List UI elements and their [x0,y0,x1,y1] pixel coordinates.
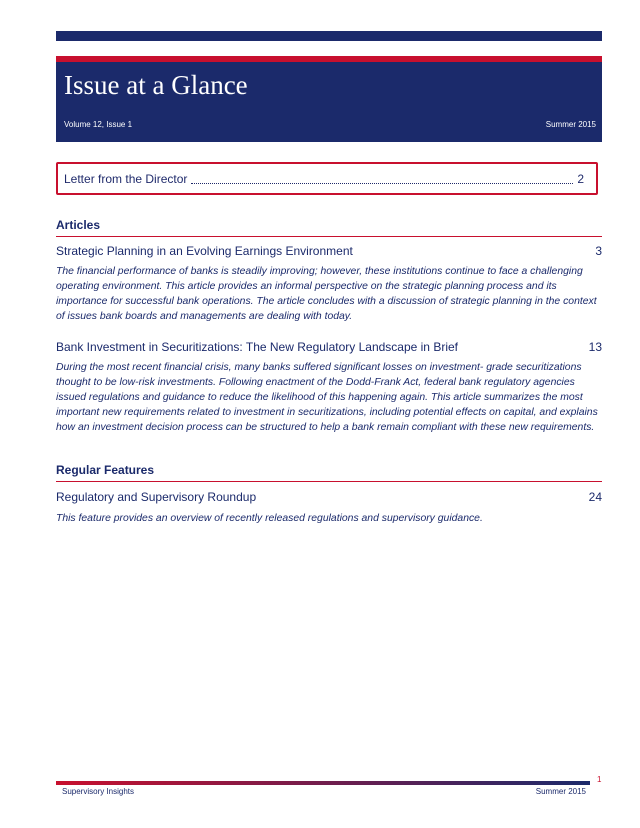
article-title: Bank Investment in Securitizations: The New Regulatory Landscape in Brief [56,340,458,354]
header-banner [56,56,602,142]
dot-leader [191,174,573,184]
article-title: Strategic Planning in an Evolving Earnings Environment [56,244,353,258]
regular-features-heading: Regular Features [56,463,155,477]
footer-gradient-line [56,781,590,785]
feature-page: 24 [588,490,602,504]
article-description: During the most recent financial crisis, many banks suffered significant losses on investment- grade securitizations thought to be low-risk investments. Following enactment of the Dodd-Frank Act, federal bank regulatory agencies issued regulations and guidance to reduce the likelihood of this happening again. This article summarizes the most important new requirements related to investment in securitizations, including potential effects on capital, and explains how an investment decision process can be structured to help a bank remain compliant with these new requirements. [56,362,598,433]
letter-page: 2 [577,171,584,186]
volume-label: Volume 12, Issue 1 [64,120,133,129]
article-page: 13 [588,340,602,354]
top-bar [56,31,602,41]
footer-season: Summer 2015 [535,787,586,796]
features-rule [56,481,602,482]
season-label: Summer 2015 [545,120,596,129]
page-title: Issue at a Glance [64,70,248,100]
feature-description: This feature provides an overview of recently released regulations and supervisory guidance. [56,513,483,524]
article-entry-2[interactable] [56,340,602,354]
letter-from-director-link[interactable] [56,162,598,195]
article-description: The financial performance of banks is steadily improving; however, these institutions continue to face a challenging operating environment. This article provides an informal perspective on the strategic planning process and its importance for successful bank operations. The article concludes with a discussion of strategic planning in the context of issues bank boards and managements are dealing with today. [56,266,597,322]
feature-entry-1[interactable] [56,490,602,504]
footer-publication: Supervisory Insights [62,787,135,796]
article-entry-1[interactable] [56,244,602,258]
banner-meta [64,120,596,129]
feature-title: Regulatory and Supervisory Roundup [56,490,257,504]
banner-stripe [56,56,602,62]
article-page: 3 [595,244,602,258]
articles-rule [56,236,602,237]
articles-heading: Articles [56,218,101,232]
page-number: 1 [597,775,602,784]
letter-label: Letter from the Director [64,171,188,186]
